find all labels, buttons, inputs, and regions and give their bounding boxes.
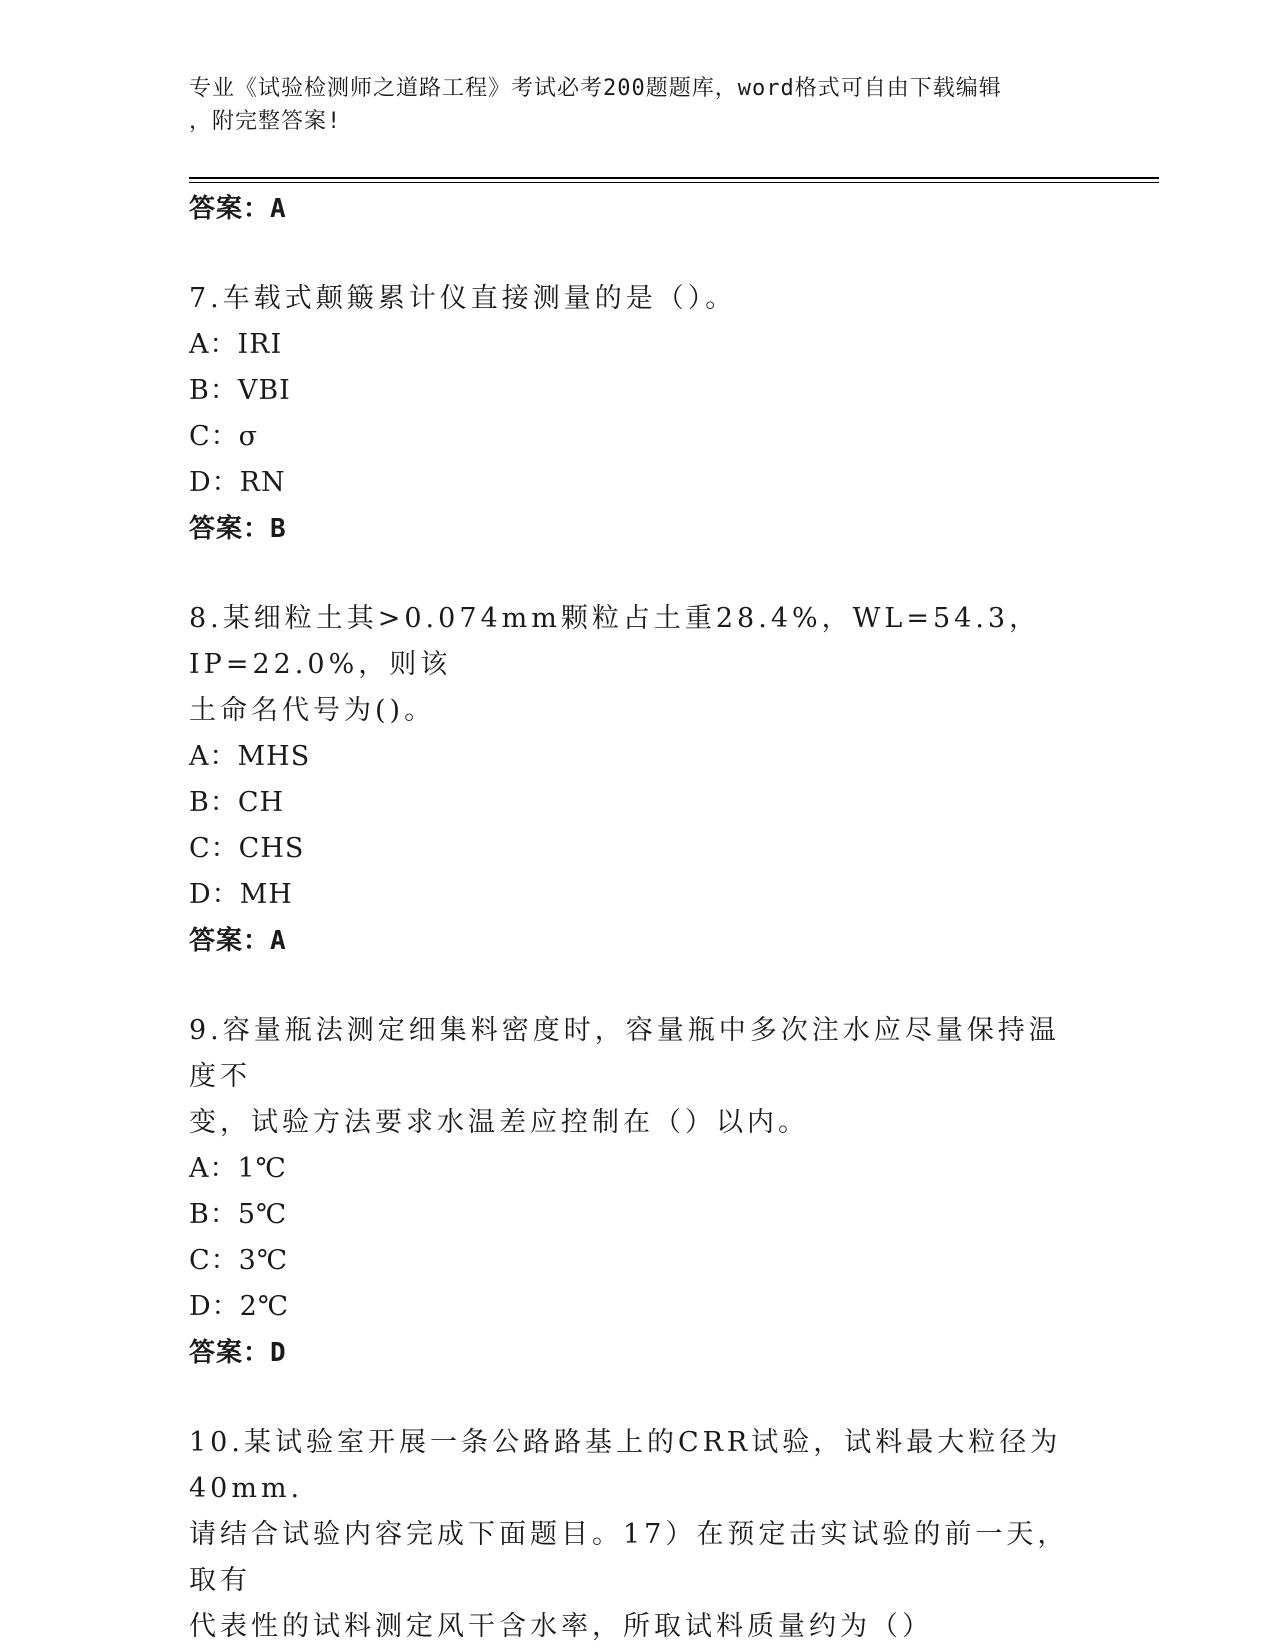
question-stem: 8.某细粒土其>0.074mm颗粒占土重28.4%，WL=54.3，IP=22.0%，则该 (189, 603, 1041, 680)
answer-line: 答案：A (189, 926, 287, 956)
question-10 (189, 1420, 1089, 1650)
answer-line: 答案：D (189, 1338, 287, 1368)
option-a: A：IRI (189, 329, 283, 360)
option-c: C：3℃ (189, 1245, 289, 1276)
question-stem: 代表性的试料测定风干含水率，所取试料质量约为（） (189, 1611, 933, 1642)
option-d: D：2℃ (189, 1291, 290, 1322)
question-stem: 7.车载式颠簸累计仪直接测量的是（）。 (189, 283, 737, 314)
question-stem: 9.容量瓶法测定细集料密度时，容量瓶中多次注水应尽量保持温度不 (189, 1015, 1060, 1092)
previous-answer: 答案：A (189, 194, 287, 224)
option-b: B：VBI (189, 375, 291, 406)
option-c: C：CHS (189, 833, 305, 864)
header-line-2: ，附完整答案! (189, 109, 342, 134)
document-header (189, 72, 1069, 138)
option-c: C：σ (189, 421, 259, 452)
option-d: D：RN (189, 467, 286, 498)
header-line-1: 专业《试验检测师之道路工程》考试必考200题题库，word格式可自由下载编辑 (189, 76, 1002, 101)
question-stem: 变，试验方法要求水温差应控制在（）以内。 (189, 1107, 809, 1138)
question-8 (189, 596, 1089, 964)
header-divider-thick (189, 177, 1159, 179)
question-stem: 请结合试验内容完成下面题目。17）在预定击实试验的前一天，取有 (189, 1519, 1069, 1596)
option-a: A：1℃ (189, 1153, 287, 1184)
question-stem: 10.某试验室开展一条公路路基上的CRR试验，试料最大粒径为40mm. (189, 1427, 1062, 1504)
option-d: D：MH (189, 879, 293, 910)
question-9 (189, 1008, 1089, 1376)
option-b: B：CH (189, 787, 285, 818)
question-stem: 土命名代号为()。 (189, 695, 436, 726)
option-b: B：5℃ (189, 1199, 288, 1230)
question-7 (189, 276, 1089, 552)
answer-line: 答案：B (189, 514, 287, 544)
question-list (189, 186, 1089, 1650)
option-a: A：MHS (189, 741, 311, 772)
header-divider-thin (189, 182, 1159, 183)
